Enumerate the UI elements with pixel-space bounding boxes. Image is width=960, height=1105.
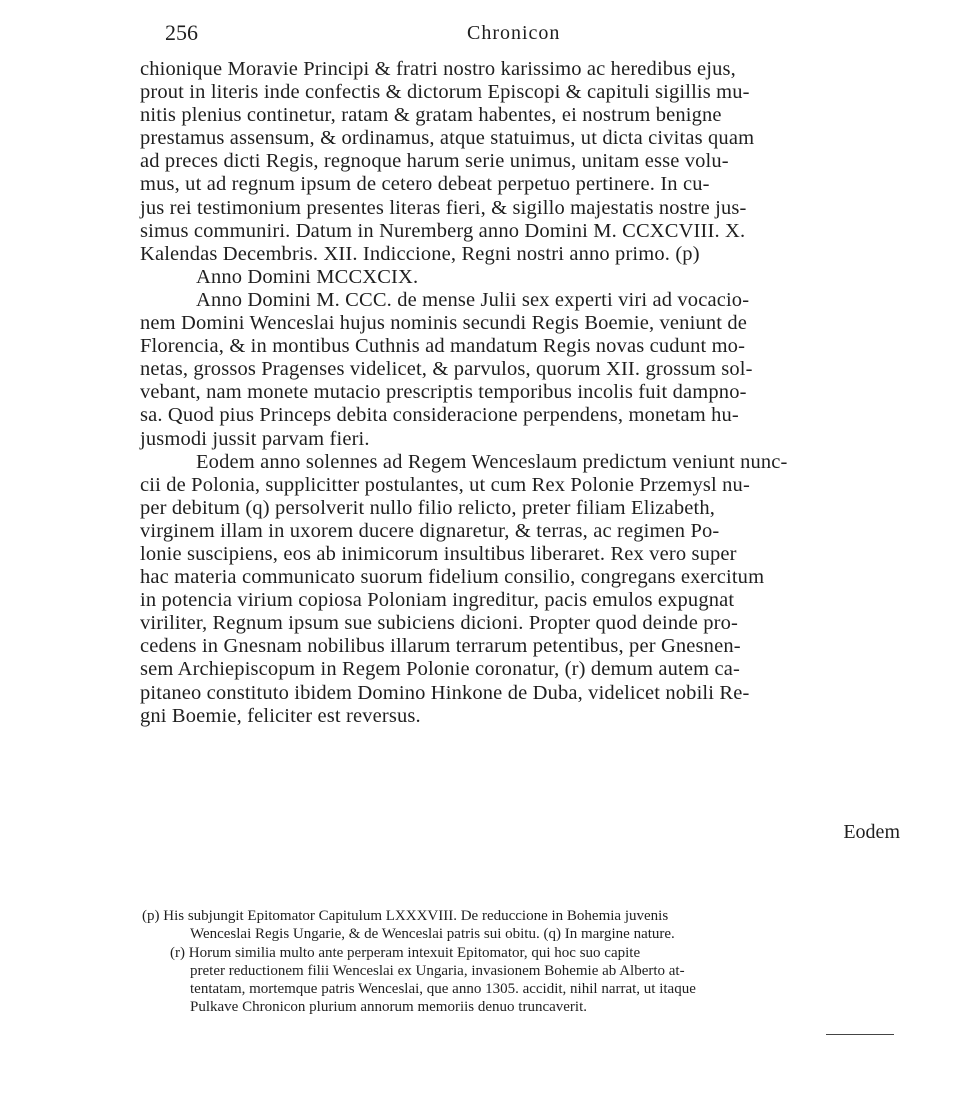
page-number: 256 xyxy=(165,20,198,45)
footer-rule xyxy=(826,1034,894,1035)
body-line-26: cedens in Gnesnam nobilibus illarum terrarum petentibus, per Gnesnen- xyxy=(140,635,741,658)
body-line-23: hac materia communicato suorum fidelium consilio, congregans exercitum xyxy=(140,566,765,589)
footnote-line-2: Wenceslai Regis Ungarie, & de Wenceslai patris sui obitu. (q) In margine nature. xyxy=(190,926,675,943)
footnote-line-4: preter reductionem filii Wenceslai ex Ungaria, invasionem Bohemie ab Alberto at- xyxy=(190,962,685,979)
body-line-15: vebant, nam monete mutacio prescriptis temporibus incolis fuit dampno- xyxy=(140,381,747,404)
body-line-9: Kalendas Decembris. XII. Indiccione, Regni nostri anno primo. (p) xyxy=(140,242,700,265)
footnotes xyxy=(142,907,898,1017)
body-line-7: jus rei testimonium presentes literas fieri, & sigillo majestatis nostre jus- xyxy=(140,196,747,219)
body-line-13: Florencia, & in montibus Cuthnis ad mandatum Regis novas cudunt mo- xyxy=(140,335,746,358)
body-line-1: chionique Moravie Principi & fratri nostro karissimo ac heredibus ejus, xyxy=(140,58,736,80)
body-line-11: Anno Domini M. CCC. de mense Julii sex experti viri ad vocacio- xyxy=(196,288,750,311)
body-line-8: simus communiri. Datum in Nuremberg anno Domini M. CCXCVIII. X. xyxy=(140,219,746,242)
footnote-line-5: tentatam, mortemque patris Wenceslai, que anno 1305. accidit, nihil narrat, ut itaque xyxy=(190,981,696,998)
body-line-5: ad preces dicti Regis, regnoque harum serie unimus, unitam esse volu- xyxy=(140,150,729,173)
body-line-21: virginem illam in uxorem ducere dignaretur, & terras, ac regimen Po- xyxy=(140,519,720,542)
body-line-18: Eodem anno solennes ad Regem Wenceslaum predictum veniunt nunc- xyxy=(196,450,788,473)
main-text-block xyxy=(140,58,900,728)
body-line-28: pitaneo constituto ibidem Domino Hinkone de Duba, videlicet nobili Re- xyxy=(140,681,750,704)
body-line-19: cii de Polonia, supplicitter postulantes, ut cum Rex Polonie Przemysl nu- xyxy=(140,473,750,496)
body-line-12: nem Domini Wenceslai hujus nominis secundi Regis Boemie, veniunt de xyxy=(140,312,747,335)
body-line-22: lonie suscipiens, eos ab inimicorum insultibus liberaret. Rex vero super xyxy=(140,542,737,565)
catchword: Eodem xyxy=(843,821,900,843)
body-line-16: sa. Quod pius Princeps debita consideracione perpendens, monetam hu- xyxy=(140,404,739,427)
body-line-25: viriliter, Regnum ipsum sue subiciens dicioni. Propter quod deinde pro- xyxy=(140,612,738,635)
body-line-2: prout in literis inde confectis & dictorum Episcopi & capituli sigillis mu- xyxy=(140,81,750,104)
body-line-10: Anno Domini MCCXCIX. xyxy=(196,265,419,288)
footnote-line-3: (r) Horum similia multo ante perperam intexuit Epitomator, qui hoc suo capite xyxy=(170,944,641,961)
footnote-line-1: (p) His subjungit Epitomator Capitulum LXXXVIII. De reduccione in Bohemia juvenis xyxy=(142,908,669,924)
running-head: Chronicon xyxy=(467,22,561,44)
footnote-line-6: Pulkave Chronicon plurium annorum memoriis denuo truncaverit. xyxy=(190,999,588,1016)
body-line-20: per debitum (q) persolverit nullo filio relicto, preter filiam Elizabeth, xyxy=(140,496,716,519)
body-line-3: nitis plenius continetur, ratam & gratam habentes, ei nostrum benigne xyxy=(140,104,722,127)
page-header xyxy=(165,20,910,60)
body-line-14: netas, grossos Pragenses videlicet, & parvulos, quorum XII. grossum sol- xyxy=(140,358,753,381)
body-line-17: jusmodi jussit parvam fieri. xyxy=(140,427,370,450)
body-line-6: mus, ut ad regnum ipsum de cetero debeat perpetuo pertinere. In cu- xyxy=(140,173,710,196)
body-line-27: sem Archiepiscopum in Regem Polonie coronatur, (r) demum autem ca- xyxy=(140,658,740,681)
body-line-29: gni Boemie, feliciter est reversus. xyxy=(140,704,421,727)
body-line-4: prestamus assensum, & ordinamus, atque statuimus, ut dicta civitas quam xyxy=(140,127,755,150)
body-line-24: in potencia virium copiosa Poloniam ingreditur, pacis emulos expugnat xyxy=(140,589,735,612)
